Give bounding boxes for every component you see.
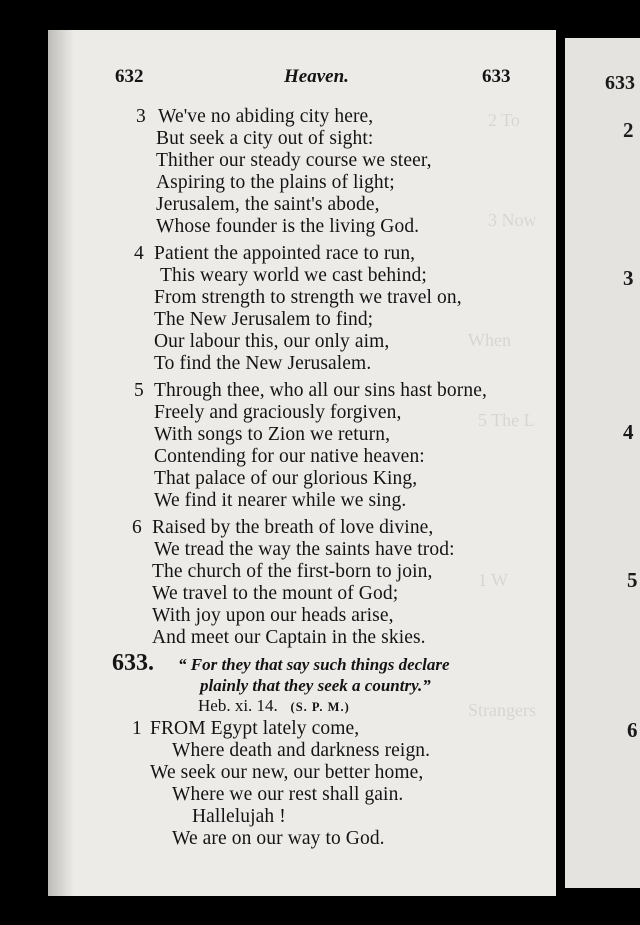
adjacent-verse-number: 5 bbox=[627, 568, 638, 592]
verse-line: We tread the way the saints have trod: bbox=[154, 539, 455, 560]
verse-line: Where death and darkness reign. bbox=[172, 740, 431, 761]
epigraph-line: plainly that they seek a country.” bbox=[200, 676, 431, 695]
verse-line: Patient the appointed race to run, bbox=[154, 243, 416, 264]
right-page-number: 633 bbox=[482, 66, 511, 87]
verse-line: With songs to Zion we return, bbox=[154, 424, 391, 445]
reference-text: Heb. xi. 14. bbox=[198, 696, 278, 715]
verse-line: Jerusalem, the saint's abode, bbox=[156, 194, 380, 215]
verse-line: The New Jerusalem to find; bbox=[154, 309, 374, 330]
adjacent-verse-number: 2 bbox=[623, 118, 634, 142]
verse-line: We've no abiding city here, bbox=[158, 106, 374, 127]
verse-line: We seek our new, our better home, bbox=[150, 762, 424, 783]
verse-line: Whose founder is the living God. bbox=[156, 216, 420, 237]
verse-line: And meet our Captain in the skies. bbox=[152, 627, 426, 648]
verse-line: With joy upon our heads arise, bbox=[152, 605, 394, 626]
verse-line: Where we our rest shall gain. bbox=[172, 784, 404, 805]
meter-label: (S. P. M.) bbox=[290, 700, 350, 714]
verse-number: 3 bbox=[136, 106, 146, 127]
verse-line: Hallelujah ! bbox=[192, 806, 286, 827]
adjacent-page-strip bbox=[565, 38, 640, 888]
scripture-reference bbox=[198, 696, 350, 716]
verse-line: To find the New Jerusalem. bbox=[154, 353, 372, 374]
verse-line: The church of the first-born to join, bbox=[152, 561, 433, 582]
verse-line: Freely and graciously forgiven, bbox=[154, 402, 402, 423]
running-title: Heaven. bbox=[284, 66, 349, 87]
verse-line: Thither our steady course we steer, bbox=[156, 150, 432, 171]
adjacent-verse-number: 6 bbox=[627, 718, 638, 742]
adjacent-verse-number: 4 bbox=[623, 420, 634, 444]
verse-line: We travel to the mount of God; bbox=[152, 583, 399, 604]
epigraph-line: “ For they that say such things declare bbox=[178, 655, 450, 674]
hymn-number: 633. bbox=[112, 650, 154, 676]
verse-line: Aspiring to the plains of light; bbox=[156, 172, 395, 193]
verse-number: 1 bbox=[132, 718, 142, 739]
verse-line: Raised by the breath of love divine, bbox=[152, 517, 434, 538]
page-gutter-shadow bbox=[48, 30, 74, 896]
book-page: 2 To 3 Now When 5 The L 1 W Strangers 632 Heaven. 633 3 We've no abiding city here, But seek a city out of sight: Thither our steady course we steer, Aspiring to the plains of light; Jerusalem, the saint's abode, Whose founder is the living God. 4 Patient the appointed race to run, This weary world we cast behind; From strength to strength we travel on, The New Jerusalem to find; Our labour this, our only aim, To find the New Jerusalem. 5 Through thee, who all our sins hast borne, Freely and graciously forgiven, With songs to Zion we return, Contending for our native heaven: That palace of our glorious King, We find it nearer while we sing. 6 Raised by the breath of love divine, We tread the way the saints have trod: The church of the first-born to join, We travel to the mount of God; With joy upon our heads arise, And meet our Captain in the skies. 633. “ For they that say such things declare plainly that they seek a country.” Heb. xi. 14. (S. P. M.) 1 FROM Egypt lately come, Where death and darkness reign. We seek our new, our better home, Where we our rest shall gain. Hallelujah ! We are on our way to God. bbox=[48, 30, 556, 896]
verse-line: We are on our way to God. bbox=[172, 828, 385, 849]
adjacent-page-number: 633 bbox=[605, 72, 635, 94]
verse-line: But seek a city out of sight: bbox=[156, 128, 374, 149]
verse-line: Our labour this, our only aim, bbox=[154, 331, 390, 352]
verse-line: We find it nearer while we sing. bbox=[154, 490, 407, 511]
left-page-number: 632 bbox=[115, 66, 144, 87]
verse-line: This weary world we cast behind; bbox=[160, 265, 427, 286]
verse-line: Through thee, who all our sins hast borne, bbox=[154, 380, 487, 401]
verse-number: 5 bbox=[134, 380, 144, 401]
adjacent-verse-number: 3 bbox=[623, 266, 634, 290]
verse-line: Contending for our native heaven: bbox=[154, 446, 425, 467]
verse-line: FROM Egypt lately come, bbox=[150, 718, 360, 739]
verse-number: 4 bbox=[134, 243, 144, 264]
verse-line: From strength to strength we travel on, bbox=[154, 287, 462, 308]
verse-number: 6 bbox=[132, 517, 142, 538]
verse-line: That palace of our glorious King, bbox=[154, 468, 418, 489]
